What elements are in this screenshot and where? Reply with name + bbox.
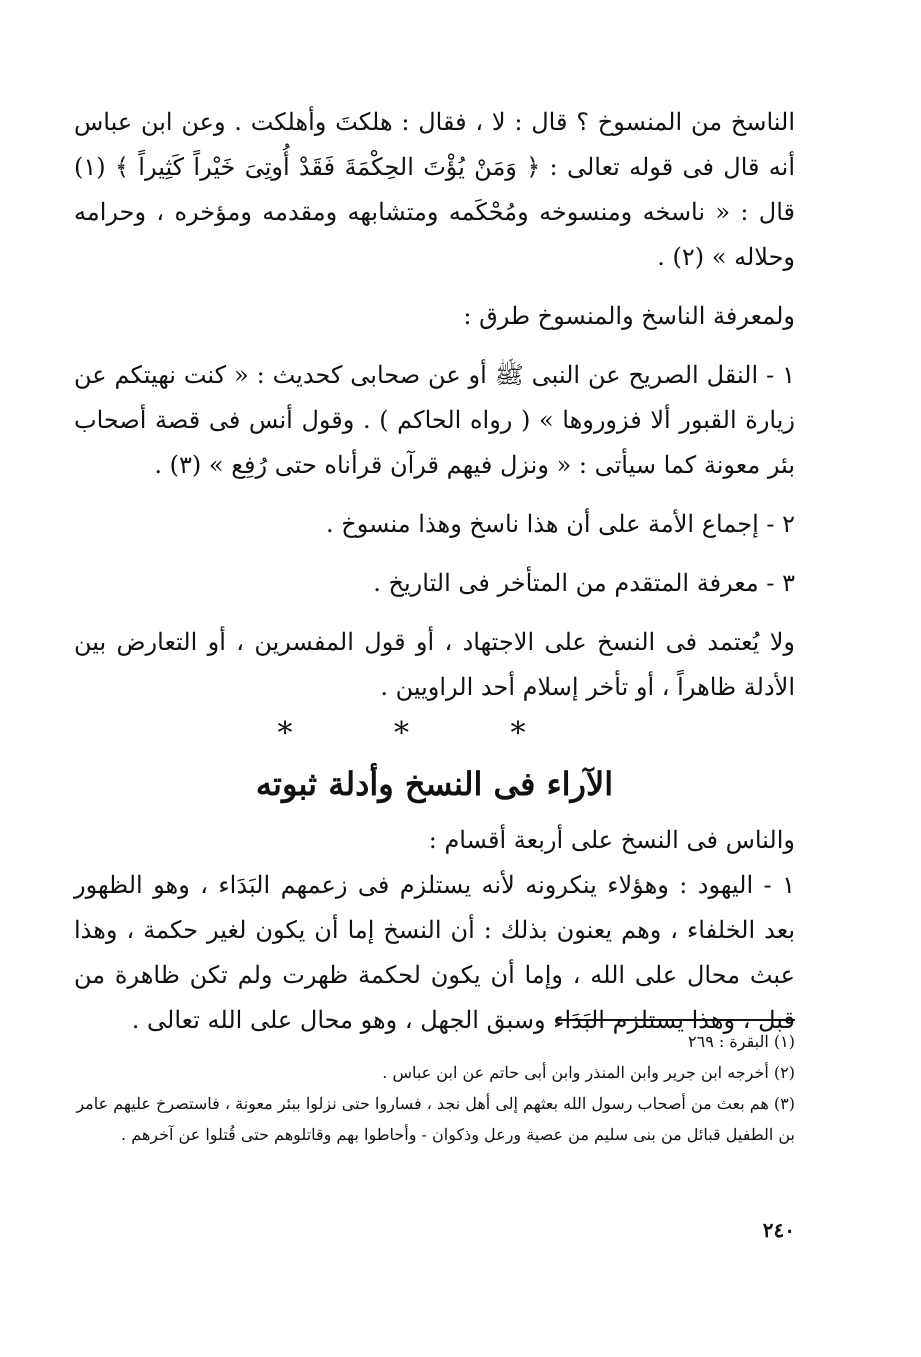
page-number: ٢٤٠	[762, 1218, 795, 1242]
paragraph-quote-ibn-abbas: الناسخ من المنسوخ ؟ قال : لا ، فقال : هلكتَ وأهلكت . وعن ابن عباس أنه قال فى قوله تعالى : ﴿ وَمَنْ يُؤْتَ الحِكْمَةَ فَقَدْ أُوتِىَ خَيْراً كَثِيراً ﴾ (١) قال : « ناسخه ومنسوخه ومُحْكَمه ومتشابهه ومقدمه ومؤخره ، وحرامه وحلاله » (٢) .	[74, 108, 795, 271]
paragraph-methods-intro: ولمعرفة الناسخ والمنسوخ طرق :	[463, 302, 795, 330]
list-item-group-1: ١ - اليهود : وهؤلاء ينكرونه لأنه يستلزم فى زعمهم البَدَاء ، وهو الظهور بعد الخلفاء ، وهم يعنون بذلك : أن النسخ إما أن يكون لغير حكمة ، وهذا عبث محال على الله ، وإما أن يكون لحكمة ظهرت ولم تكن ظاهرة من قبل ، وهذا يستلزم البَدَاء وسبق الجهل ، وهو محال على الله تعالى .	[74, 871, 795, 1034]
list-item-method-1: ١ - النقل الصريح عن النبى ﷺ أو عن صحابى كحديث : « كنت نهيتكم عن زيارة القبور ألا فزوروها » ( رواه الحاكم ) . وقول أنس فى قصة أصحاب بئر معونة كما سيأتى : « ونزل فيهم قرآن قرأناه حتى رُفِع » (٣) .	[74, 361, 795, 479]
list-item-method-2: ٢ - إجماع الأمة على أن هذا ناسخ وهذا منسوخ .	[326, 510, 795, 538]
footnote-3: (٣) هم بعث من أصحاب رسول الله بعثهم إلى أهل نجد ، فساروا حتى نزلوا ببئر معونة ، فاستصرخ عليهم عامر بن الطفيل قبائل من بنى سليم من عصية ورعل وذكوان - وأحاطوا بهم وقاتلوهم حتى قُتلوا عن آخرهم .	[76, 1094, 795, 1144]
section-separator: * * *	[277, 716, 572, 751]
paragraph-not-relied-upon: ولا يُعتمد فى النسخ على الاجتهاد ، أو قول المفسرين ، أو التعارض بين الأدلة ظاهراً ، أو تأخر إسلام أحد الراويين .	[74, 628, 795, 701]
footnotes	[74, 1026, 795, 1150]
footnote-2: (٢) أخرجه ابن جرير وابن المنذر وابن أبى حاتم عن ابن عباس .	[382, 1063, 795, 1082]
paragraph-four-groups: والناس فى النسخ على أربعة أقسام :	[428, 826, 795, 854]
footnote-1: (١) البقرة : ٢٦٩	[688, 1032, 795, 1051]
section-heading: الآراء فى النسخ وأدلة ثبوته	[255, 765, 614, 803]
footnote-divider	[557, 1019, 795, 1021]
main-text	[74, 100, 795, 1043]
list-item-method-3: ٣ - معرفة المتقدم من المتأخر فى التاريخ .	[373, 569, 795, 597]
